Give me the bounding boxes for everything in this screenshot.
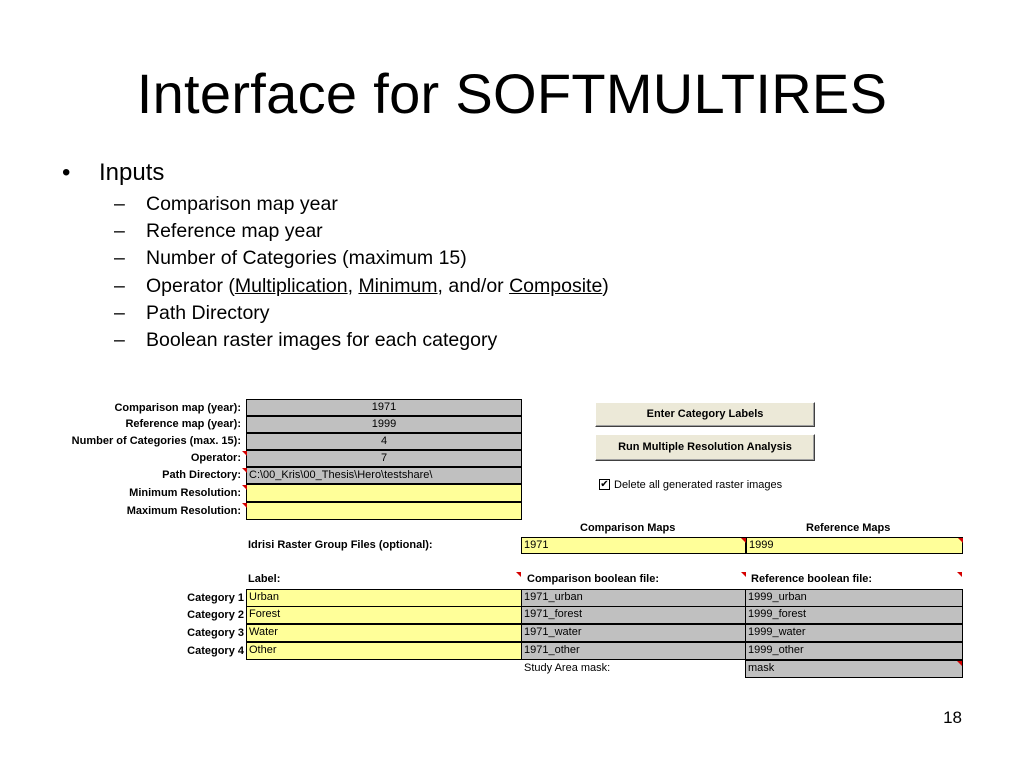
checkbox-check-icon: ✔ — [600, 479, 609, 490]
sub-item-text: Comparison map year — [146, 193, 338, 215]
comparison-boolean-header: Comparison boolean file: — [527, 573, 660, 585]
study-area-mask-input[interactable]: mask — [745, 660, 963, 678]
delete-rasters-label: Delete all generated raster images — [614, 479, 783, 491]
category-label-input[interactable]: Forest — [246, 606, 522, 624]
enter-category-labels-button[interactable]: Enter Category Labels — [595, 402, 815, 427]
comparison-boolean-input[interactable]: 1971_water — [521, 624, 746, 642]
num-categories-label: Number of Categories (max. 15): — [71, 435, 241, 447]
group-files-label: Idrisi Raster Group Files (optional): — [248, 539, 433, 551]
comment-marker[interactable] — [958, 538, 963, 543]
path-directory-input[interactable]: C:\00_Kris\00_Thesis\Hero\testshare\ — [246, 467, 522, 484]
category-row-label: Category 4 — [187, 645, 244, 657]
operator-prefix: Operator ( — [146, 274, 235, 297]
reference-maps-header: Reference Maps — [806, 522, 891, 534]
slide-title: Interface for SOFTMULTIRES — [136, 62, 888, 125]
comparison-boolean-input[interactable]: 1971_forest — [521, 606, 746, 624]
category-row-label: Category 1 — [187, 592, 244, 604]
max-resolution-label: Maximum Resolution: — [126, 505, 241, 517]
sub-dash: – — [114, 274, 125, 297]
comparison-boolean-input[interactable]: 1971_other — [521, 642, 746, 660]
category-row-label: Category 2 — [187, 609, 244, 621]
comparison-maps-header: Comparison Maps — [580, 522, 676, 534]
operator-input[interactable]: 7 — [246, 450, 522, 467]
sub-dash: – — [114, 247, 125, 270]
reference-boolean-input[interactable]: 1999_other — [745, 642, 963, 660]
comparison-group-file-input[interactable]: 1971 — [521, 537, 746, 554]
reference-boolean-input[interactable]: 1999_urban — [745, 589, 963, 607]
comment-marker[interactable] — [957, 572, 962, 577]
reference-map-label: Reference map (year): — [125, 418, 241, 430]
reference-boolean-header: Reference boolean file: — [751, 573, 873, 585]
comment-marker[interactable] — [242, 468, 247, 473]
sub-item-text: Path Directory — [146, 301, 270, 324]
page-number: 18 — [943, 708, 962, 727]
comment-marker[interactable] — [741, 572, 746, 577]
comment-marker[interactable] — [516, 572, 521, 577]
operator-label: Operator: — [190, 452, 241, 464]
category-label-input[interactable]: Other — [246, 642, 522, 660]
sub-dash: – — [114, 301, 125, 324]
delete-rasters-checkbox[interactable] — [599, 479, 610, 490]
sub-item-text: Reference map year — [146, 220, 323, 243]
comment-marker[interactable] — [242, 451, 247, 456]
operator-sep2: , and/or — [437, 274, 510, 297]
sub-item-text — [146, 274, 609, 298]
min-resolution-label: Minimum Resolution: — [129, 487, 241, 499]
run-analysis-button[interactable]: Run Multiple Resolution Analysis — [595, 434, 815, 461]
comment-marker[interactable] — [242, 485, 247, 490]
comparison-map-label: Comparison map (year): — [114, 402, 241, 414]
operator-multiplication-link[interactable]: Multiplication — [234, 274, 348, 297]
sub-dash: – — [114, 193, 125, 215]
sub-item-text: Number of Categories (maximum 15) — [146, 247, 467, 270]
operator-composite-link[interactable]: Composite — [509, 274, 603, 297]
bullet-label: Inputs — [99, 159, 165, 186]
sub-dash: – — [114, 220, 125, 243]
reference-group-file-input[interactable]: 1999 — [746, 537, 963, 554]
max-resolution-input[interactable] — [246, 502, 522, 520]
reference-map-input[interactable]: 1999 — [246, 416, 522, 433]
comment-marker[interactable] — [741, 538, 746, 543]
operator-suffix: ) — [602, 274, 609, 297]
comment-marker[interactable] — [242, 503, 247, 508]
category-label-input[interactable]: Urban — [246, 589, 522, 607]
comparison-boolean-input[interactable]: 1971_urban — [521, 589, 746, 607]
operator-minimum-link[interactable]: Minimum — [358, 274, 438, 297]
category-label-input[interactable]: Water — [246, 624, 522, 642]
comparison-map-input[interactable]: 1971 — [246, 399, 522, 416]
num-categories-input[interactable]: 4 — [246, 433, 522, 450]
sub-dash: – — [114, 328, 125, 351]
reference-boolean-input[interactable]: 1999_water — [745, 624, 963, 642]
reference-boolean-input[interactable]: 1999_forest — [745, 606, 963, 624]
comment-marker[interactable] — [957, 661, 962, 666]
sub-item-text: Boolean raster images for each category — [146, 328, 498, 351]
min-resolution-input[interactable] — [246, 484, 522, 502]
path-directory-label: Path Directory: — [162, 469, 241, 481]
category-row-label: Category 3 — [187, 627, 244, 639]
label-column-header: Label: — [248, 573, 281, 585]
study-area-mask-label: Study Area mask: — [524, 662, 611, 674]
bullet-symbol: • — [62, 159, 71, 186]
operator-sep1: , — [347, 274, 359, 297]
